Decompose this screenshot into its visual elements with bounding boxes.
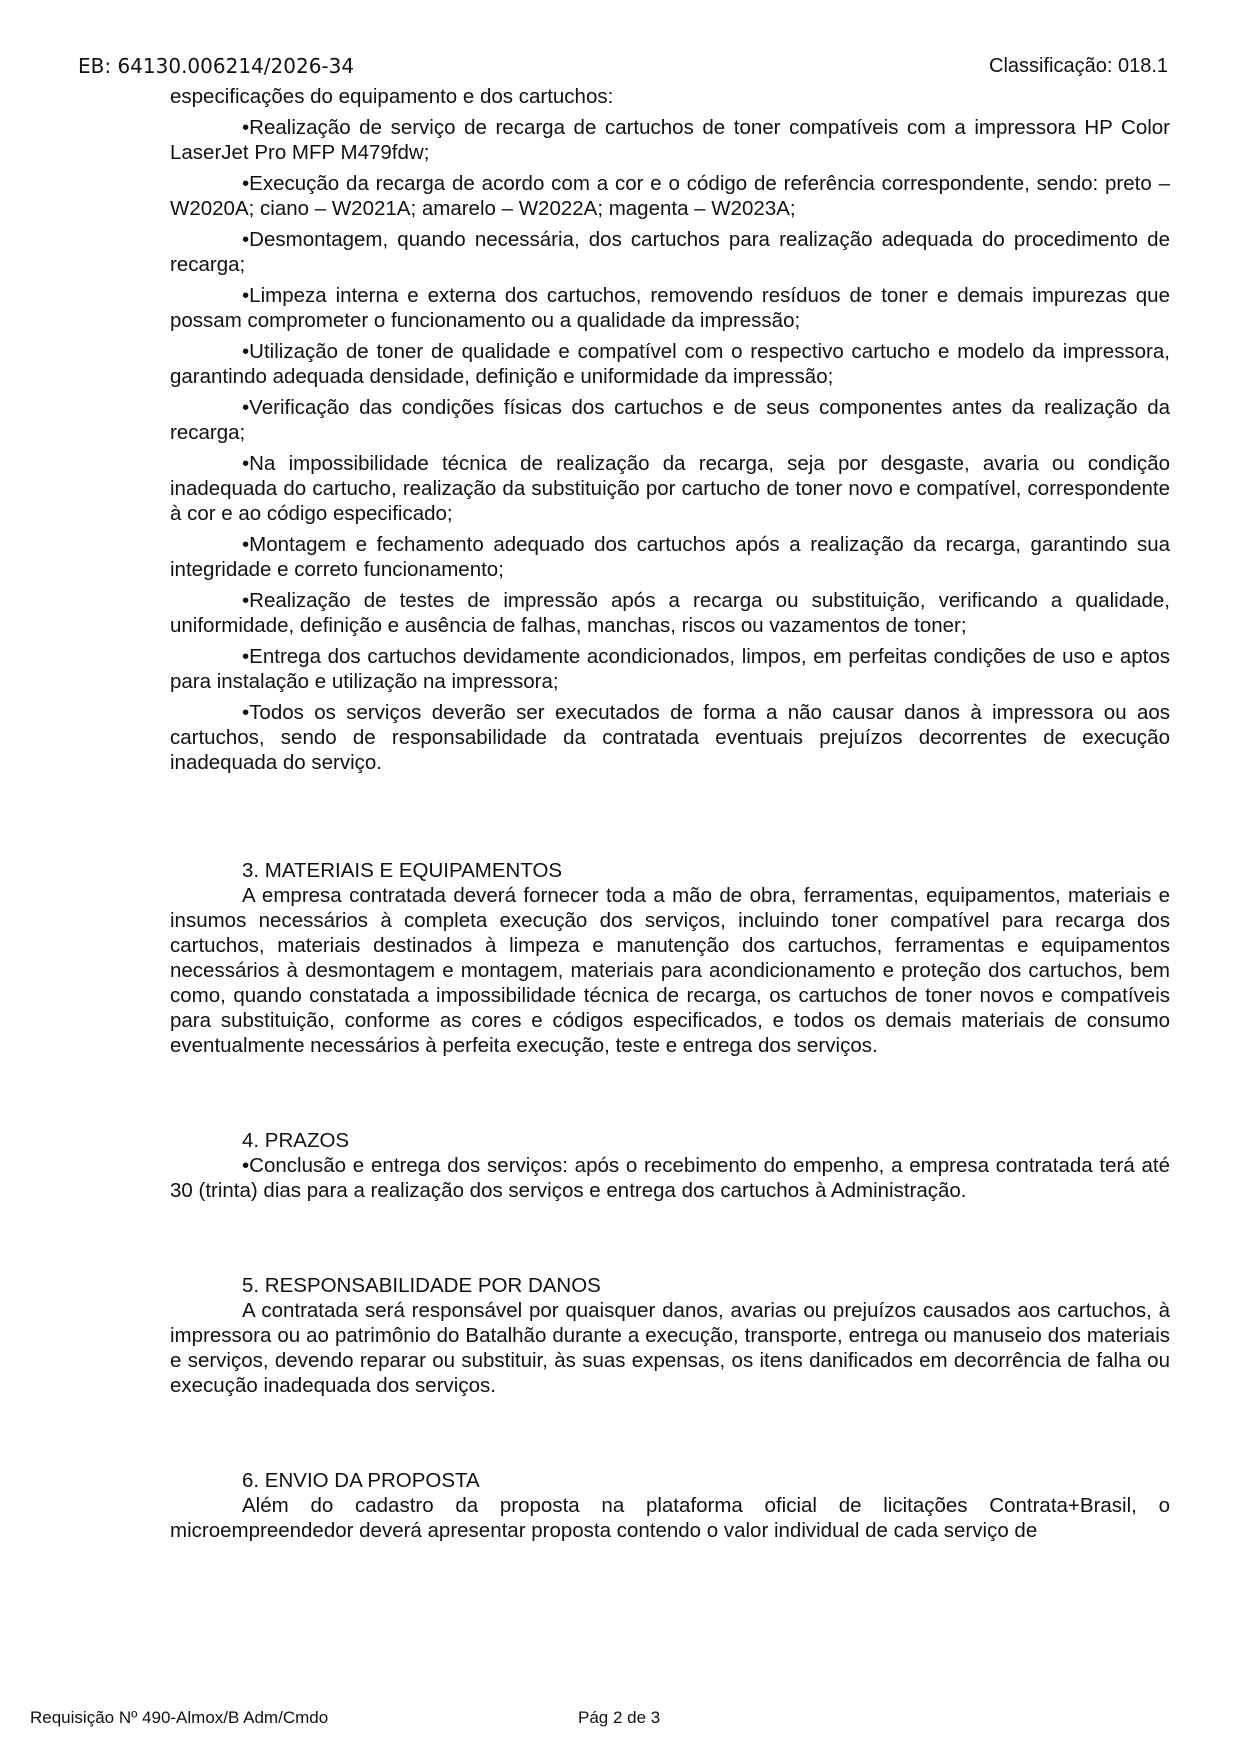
section-proposal [170, 1468, 1170, 1543]
list-item: •Verificação das condições físicas dos cartuchos e de seus componentes antes da realização da recarga; [170, 396, 1170, 444]
document-body [170, 84, 1170, 1543]
section-deadlines [170, 1128, 1170, 1203]
list-item: •Todos os serviços deverão ser executados de forma a não causar danos à impressora ou aos cartuchos, sendo de responsabilidade da contratada eventuais prejuízos decorrentes de execução inadequada do serviço. [170, 701, 1170, 774]
list-item: •Entrega dos cartuchos devidamente acondicionados, limpos, em perfeitas condições de uso e aptos para instalação e utilização na impressora; [170, 645, 1170, 693]
section-text: •Conclusão e entrega dos serviços: após o recebimento do empenho, a empresa contratada terá até 30 (trinta) dias para a realização dos serviços e entrega dos cartuchos à Administração. [170, 1154, 1170, 1202]
footer-requisition: Requisição Nº 490-Almox/B Adm/Cmdo [30, 1708, 329, 1727]
list-item: •Utilização de toner de qualidade e compatível com o respectivo cartucho e modelo da impressora, garantindo adequada densidade, definição e uniformidade da impressão; [170, 340, 1170, 388]
section-text: Além do cadastro da proposta na plataforma oficial de licitações Contrata+Brasil, o microempreendedor deverá apresentar proposta contendo o valor individual de cada serviço de [170, 1494, 1170, 1542]
list-item: •Desmontagem, quando necessária, dos cartuchos para realização adequada do procedimento de recarga; [170, 228, 1170, 276]
section-heading: 5. RESPONSABILIDADE POR DANOS [242, 1274, 601, 1297]
classification: Classificação: 018.1 [989, 55, 1168, 77]
intro-line: especificações do equipamento e dos cartuchos: [170, 85, 614, 108]
list-item: •Limpeza interna e externa dos cartuchos, removendo resíduos de toner e demais impurezas que possam comprometer o funcionamento ou a qualidade da impressão; [170, 284, 1170, 332]
section-heading: 3. MATERIAIS E EQUIPAMENTOS [242, 859, 563, 882]
list-item: •Na impossibilidade técnica de realização da recarga, seja por desgaste, avaria ou condição inadequada do cartucho, realização da substituição por cartucho de toner novo e compatível, correspondente à cor e ao código especificado; [170, 452, 1170, 525]
list-item: •Montagem e fechamento adequado dos cartuchos após a realização da recarga, garantindo sua integridade e correto funcionamento; [170, 533, 1170, 581]
doc-number: EB: 64130.006214/2026-34 [78, 54, 355, 78]
list-item: •Realização de testes de impressão após a recarga ou substituição, verificando a qualidade, uniformidade, definição e ausência de falhas, manchas, riscos ou vazamentos de toner; [170, 589, 1170, 637]
section-liability [170, 1273, 1170, 1398]
section-materials [170, 858, 1170, 1058]
section-heading: 4. PRAZOS [242, 1129, 350, 1152]
list-item: •Execução da recarga de acordo com a cor e o código de referência correspondente, sendo: preto – W2020A; ciano – W2021A; amarelo – W2022A; magenta – W2023A; [170, 172, 1170, 220]
section-text: A contratada será responsável por quaisquer danos, avarias ou prejuízos causados aos cartuchos, à impressora ou ao patrimônio do Batalhão durante a execução, transporte, entrega ou manuseio dos materiais e serviços, devendo reparar ou substituir, às suas expensas, os itens danificados em decorrência de falha ou execução inadequada dos serviços. [170, 1299, 1170, 1397]
section-heading: 6. ENVIO DA PROPOSTA [242, 1469, 480, 1492]
list-item: •Realização de serviço de recarga de cartuchos de toner compatíveis com a impressora HP Color LaserJet Pro MFP M479fdw; [170, 116, 1170, 164]
section-text: A empresa contratada deverá fornecer toda a mão de obra, ferramentas, equipamentos, materiais e insumos necessários à completa execução dos serviços, incluindo toner compatível para recarga dos cartuchos, materiais destinados à limpeza e manutenção dos cartuchos, ferramentas e equipamentos necessários à desmontagem e montagem, materiais para acondicionamento e proteção dos cartuchos, bem como, quando constatada a impossibilidade técnica de recarga, os cartuchos de toner novos e compatíveis para substituição, conforme as cores e códigos especificados, e todos os demais materiais de consumo eventualmente necessários à perfeita execução, teste e entrega dos serviços. [170, 884, 1170, 1057]
page-number: Pág 2 de 3 [578, 1708, 661, 1727]
